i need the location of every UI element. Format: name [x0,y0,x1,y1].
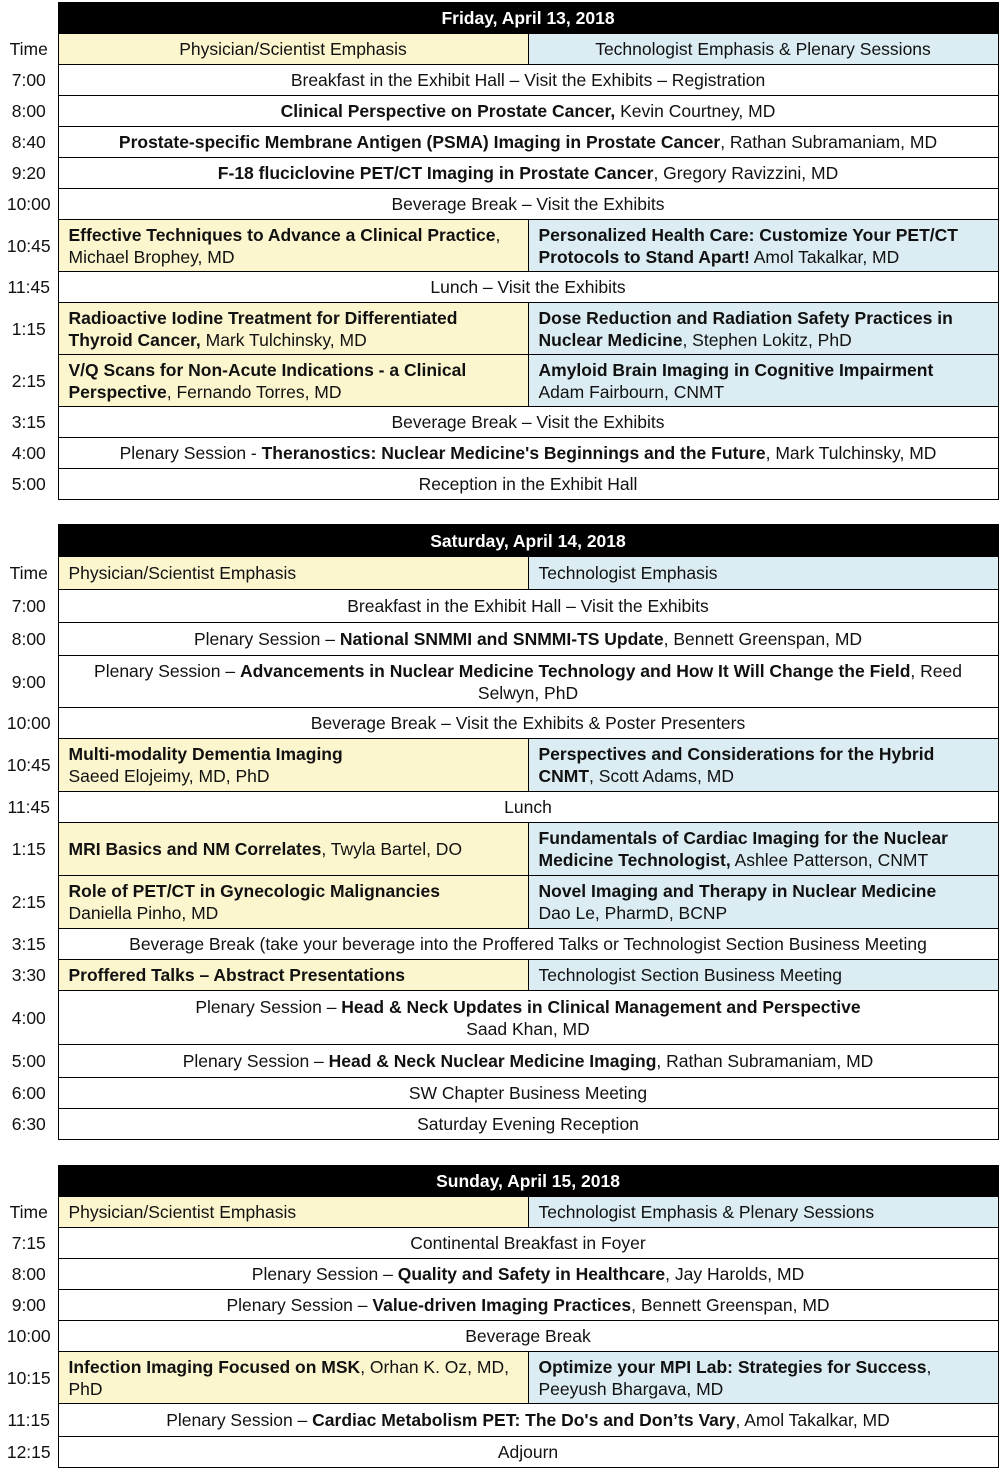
physician-session-cell: Infection Imaging Focused on MSK, Orhan K. Oz, MD, PhD [58,1352,528,1404]
session-cell: Plenary Session – Quality and Safety in Healthcare, Jay Harolds, MD [58,1259,998,1290]
time-cell: 9:00 [11,1295,46,1315]
physician-session-cell: Role of PET/CT in Gynecologic Malignancies Daniella Pinho, MD [58,876,528,929]
time-cell: 4:00 [11,443,46,463]
time-cell: 5:00 [11,1051,46,1071]
technologist-column-header: Technologist Emphasis [528,557,998,590]
time-cell: 11:45 [7,797,50,817]
schedule-row [0,469,998,500]
time-column-label: Time [9,39,48,59]
physician-session-cell: V/Q Scans for Non-Acute Indications - a Clinical Perspective, Fernando Torres, MD [58,355,528,407]
session-cell: Beverage Break – Visit the Exhibits [58,407,998,438]
schedule-row [0,929,998,960]
schedule-row [0,272,998,303]
schedule-row [0,1078,998,1109]
time-cell: 8:00 [11,629,46,649]
time-cell: 1:15 [11,839,46,859]
technologist-session-cell: Novel Imaging and Therapy in Nuclear Medicine Dao Le, PharmD, BCNP [528,876,998,929]
schedule-row [0,1404,998,1437]
session-cell: Beverage Break – Visit the Exhibits & Poster Presenters [58,708,998,739]
time-cell: 7:00 [11,596,46,616]
time-column-label: Time [9,1202,48,1222]
physician-session-cell: Effective Techniques to Advance a Clinical Practice, Michael Brophey, MD [58,220,528,272]
schedule-row [0,127,998,158]
session-cell: Continental Breakfast in Foyer [58,1228,998,1259]
schedule-row [0,96,998,127]
technologist-session-cell: Perspectives and Considerations for the Hybrid CNMT, Scott Adams, MD [528,739,998,792]
physician-column-header: Physician/Scientist Emphasis [58,34,528,65]
time-cell: 11:45 [7,277,50,297]
time-cell: 7:15 [11,1233,46,1253]
time-cell: 9:20 [11,163,46,183]
session-cell: Plenary Session – Value-driven Imaging Practices, Bennett Greenspan, MD [58,1290,998,1321]
session-cell: Prostate-specific Membrane Antigen (PSMA) Imaging in Prostate Cancer, Rathan Subramaniam, MD [58,127,998,158]
schedule-row [0,438,998,469]
schedule-row [0,220,998,272]
schedule-row [0,876,998,929]
schedule-row [0,355,998,407]
schedule-row [0,1321,998,1352]
schedule-row [0,1109,998,1140]
time-cell: 6:00 [11,1083,46,1103]
session-cell: F-18 fluciclovine PET/CT Imaging in Prostate Cancer, Gregory Ravizzini, MD [58,158,998,189]
time-cell: 1:15 [11,318,46,339]
session-cell: Reception in the Exhibit Hall [58,469,998,500]
technologist-session-cell: Optimize your MPI Lab: Strategies for Success, Peeyush Bhargava, MD [528,1352,998,1404]
schedule-row [0,991,998,1045]
time-cell: 10:45 [6,235,51,256]
schedule-row [0,623,998,656]
physician-column-header: Physician/Scientist Emphasis [58,557,528,590]
schedule-row [0,656,998,708]
schedule-row [0,960,998,991]
session-cell: Plenary Session – Head & Neck Updates in Clinical Management and Perspective Saad Khan, MD [58,991,998,1045]
physician-session-cell: MRI Basics and NM Correlates, Twyla Bartel, DO [58,823,528,876]
time-cell: 12:15 [6,1442,51,1462]
session-cell: Plenary Session – Advancements in Nuclear Medicine Technology and How It Will Change the Field, Reed Selwyn, PhD [58,656,998,708]
schedule-row [0,1045,998,1078]
time-cell: 8:40 [11,132,46,152]
technologist-session-cell: Dose Reduction and Radiation Safety Practices in Nuclear Medicine, Stephen Lokitz, PhD [528,303,998,355]
time-column-label: Time [9,563,48,583]
session-cell: Breakfast in the Exhibit Hall – Visit the Exhibits – Registration [58,65,998,96]
time-cell: 2:15 [11,892,46,912]
time-cell: 3:30 [11,965,46,985]
session-cell: Beverage Break (take your beverage into the Proffered Talks or Technologist Section Business Meeting [58,929,998,960]
schedule-row [0,303,998,355]
session-cell: SW Chapter Business Meeting [58,1078,998,1109]
session-cell: Clinical Perspective on Prostate Cancer, Kevin Courtney, MD [58,96,998,127]
session-cell: Adjourn [58,1437,998,1468]
day-header: Saturday, April 14, 2018 [58,525,998,557]
schedule-row [0,590,998,623]
physician-session-cell: Multi-modality Dementia Imaging Saeed Elojeimy, MD, PhD [58,739,528,792]
session-cell: Saturday Evening Reception [58,1109,998,1140]
technologist-session-cell: Amyloid Brain Imaging in Cognitive Impairment Adam Fairbourn, CNMT [528,355,998,407]
schedule-row [0,1228,998,1259]
session-cell: Beverage Break [58,1321,998,1352]
session-cell: Plenary Session – National SNMMI and SNMMI-TS Update, Bennett Greenspan, MD [58,623,998,656]
schedule-row [0,1437,998,1468]
session-cell: Beverage Break – Visit the Exhibits [58,189,998,220]
time-cell: 6:30 [11,1114,46,1134]
session-cell: Plenary Session - Theranostics: Nuclear Medicine's Beginnings and the Future, Mark Tulchinsky, MD [58,438,998,469]
physician-column-header: Physician/Scientist Emphasis [58,1197,528,1228]
time-cell: 11:15 [7,1410,50,1430]
time-cell: 10:45 [6,755,51,775]
friday-schedule-table [0,2,999,500]
technologist-session-cell: Technologist Section Business Meeting [528,960,998,991]
schedule-row [0,1259,998,1290]
schedule-row [0,158,998,189]
technologist-column-header: Technologist Emphasis & Plenary Sessions [528,1197,998,1228]
technologist-session-cell: Personalized Health Care: Customize Your PET/CT Protocols to Stand Apart! Amol Takalkar, MD [528,220,998,272]
schedule-row [0,792,998,823]
schedule-row [0,65,998,96]
time-cell: 10:00 [6,1326,51,1346]
time-cell: 3:15 [11,934,46,954]
session-cell: Lunch – Visit the Exhibits [58,272,998,303]
time-cell: 2:15 [11,370,46,391]
sunday-schedule-table [0,1165,999,1468]
session-cell: Breakfast in the Exhibit Hall – Visit the Exhibits [58,590,998,623]
time-cell: 10:00 [6,713,51,733]
technologist-session-cell: Fundamentals of Cardiac Imaging for the Nuclear Medicine Technologist, Ashlee Patterson, CNMT [528,823,998,876]
day-header: Sunday, April 15, 2018 [58,1166,998,1197]
time-cell: 7:00 [11,70,46,90]
session-cell: Plenary Session – Head & Neck Nuclear Medicine Imaging, Rathan Subramaniam, MD [58,1045,998,1078]
session-cell: Lunch [58,792,998,823]
schedule-row [0,407,998,438]
time-cell: 10:00 [6,194,51,214]
schedule-row [0,739,998,792]
schedule-row [0,1352,998,1404]
time-cell: 8:00 [11,1264,46,1284]
time-cell: 5:00 [11,474,46,494]
technologist-column-header: Technologist Emphasis & Plenary Sessions [528,34,998,65]
time-cell: 9:00 [11,671,46,692]
saturday-schedule-table [0,524,999,1140]
time-cell: 3:15 [11,412,46,432]
time-cell: 4:00 [11,1007,46,1028]
time-cell: 10:15 [6,1367,51,1388]
schedule-row [0,708,998,739]
schedule-row [0,1290,998,1321]
physician-session-cell: Radioactive Iodine Treatment for Differentiated Thyroid Cancer, Mark Tulchinsky, MD [58,303,528,355]
day-header: Friday, April 13, 2018 [58,3,998,34]
physician-session-cell: Proffered Talks – Abstract Presentations [58,960,528,991]
schedule-row [0,823,998,876]
time-cell: 8:00 [11,101,46,121]
schedule-row [0,189,998,220]
session-cell: Plenary Session – Cardiac Metabolism PET: The Do's and Don’ts Vary, Amol Takalkar, MD [58,1404,998,1437]
